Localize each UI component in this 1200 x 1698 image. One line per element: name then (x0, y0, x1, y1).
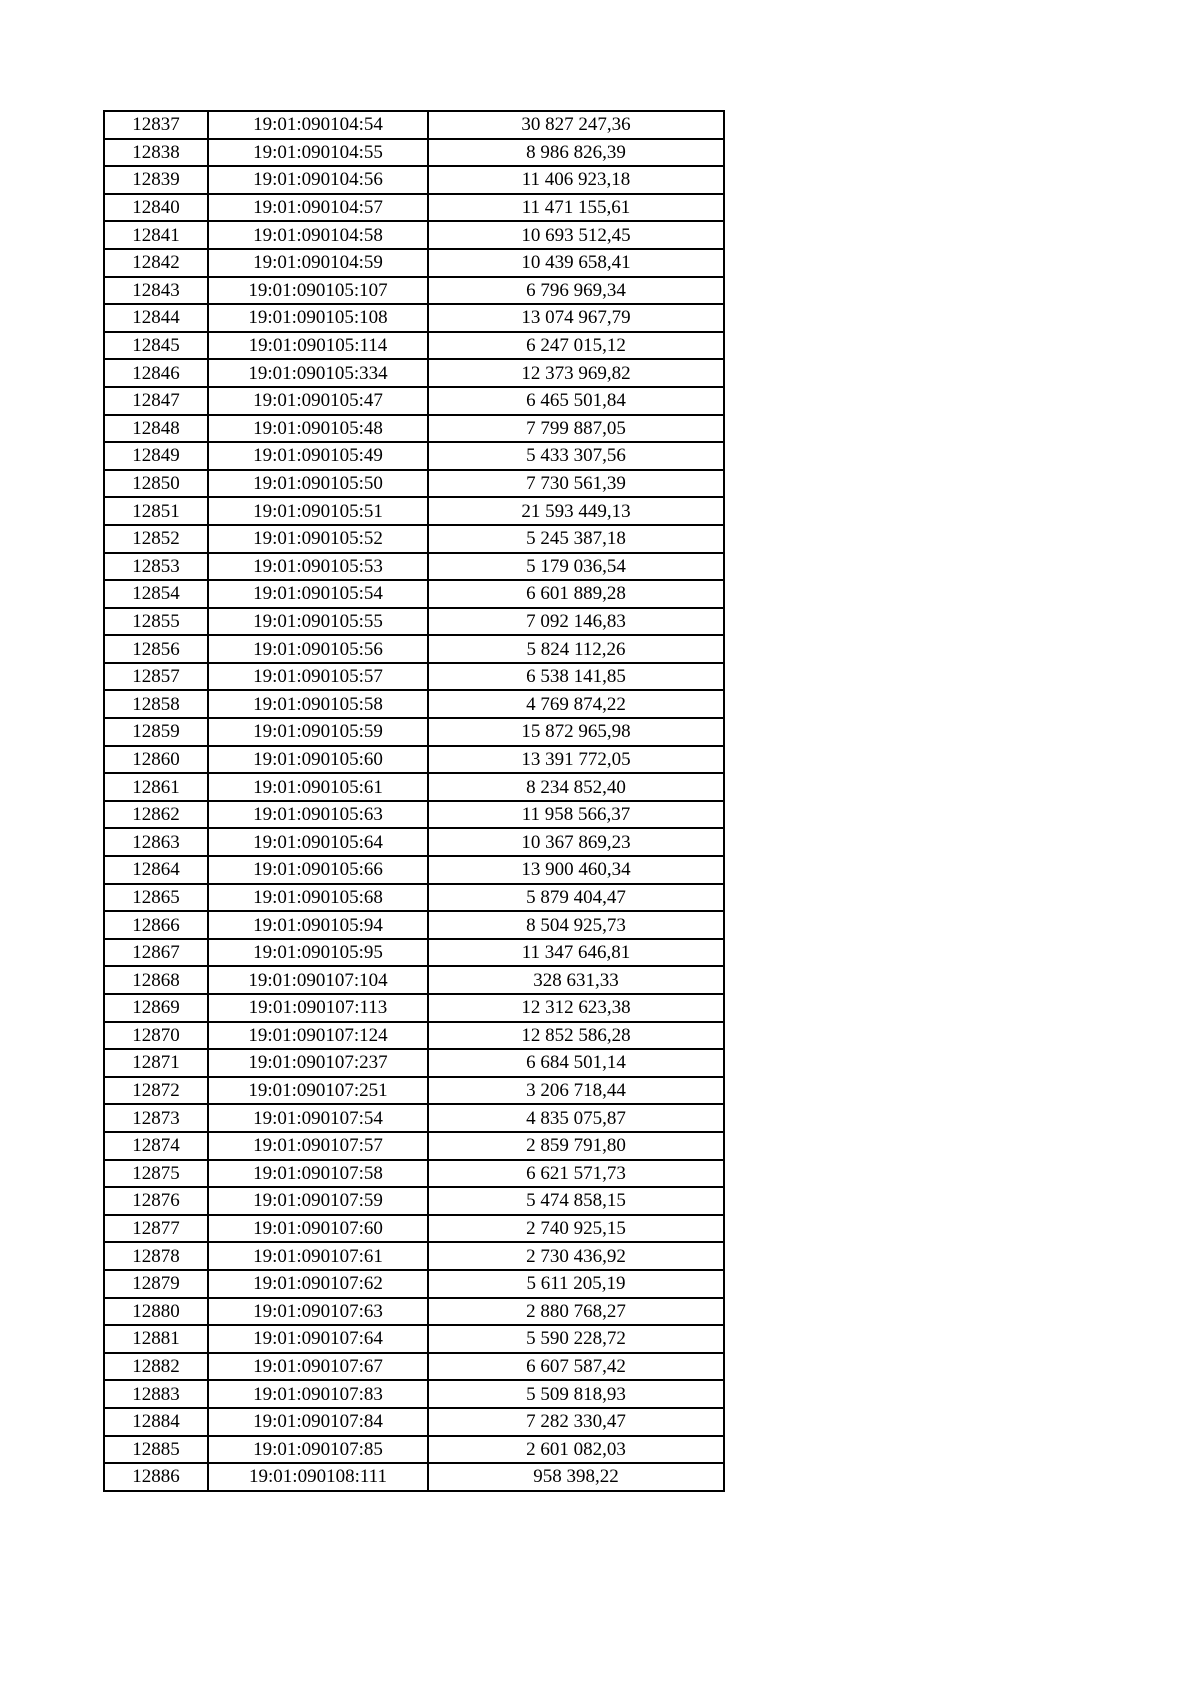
cadastral-number-cell: 19:01:090105:64 (208, 828, 428, 856)
cadastral-value-cell: 5 433 307,56 (428, 442, 724, 470)
cadastral-value-cell: 7 282 330,47 (428, 1408, 724, 1436)
row-number-cell: 12874 (104, 1132, 208, 1160)
cadastral-value-cell: 7 092 146,83 (428, 608, 724, 636)
cadastral-value-cell: 5 824 112,26 (428, 635, 724, 663)
cadastral-number-cell: 19:01:090105:49 (208, 442, 428, 470)
cadastral-number-cell: 19:01:090104:54 (208, 111, 428, 139)
cadastral-number-cell: 19:01:090107:84 (208, 1408, 428, 1436)
cadastral-value-cell: 8 234 852,40 (428, 773, 724, 801)
cadastral-number-cell: 19:01:090105:60 (208, 746, 428, 774)
row-number-cell: 12856 (104, 635, 208, 663)
cadastral-number-cell: 19:01:090107:59 (208, 1187, 428, 1215)
table-row (104, 1436, 724, 1464)
cadastral-number-cell: 19:01:090105:108 (208, 304, 428, 332)
row-number-cell: 12862 (104, 801, 208, 829)
cadastral-number-cell: 19:01:090107:251 (208, 1077, 428, 1105)
table-row (104, 332, 724, 360)
row-number-cell: 12870 (104, 1022, 208, 1050)
cadastral-number-cell: 19:01:090105:56 (208, 635, 428, 663)
cadastral-value-cell: 30 827 247,36 (428, 111, 724, 139)
table-row (104, 1104, 724, 1132)
table-row (104, 966, 724, 994)
cadastral-value-cell: 6 796 969,34 (428, 277, 724, 305)
row-number-cell: 12869 (104, 994, 208, 1022)
table-row (104, 111, 724, 139)
row-number-cell: 12841 (104, 221, 208, 249)
table-row (104, 608, 724, 636)
table-row (104, 249, 724, 277)
row-number-cell: 12854 (104, 580, 208, 608)
row-number-cell: 12865 (104, 884, 208, 912)
row-number-cell: 12845 (104, 332, 208, 360)
row-number-cell: 12849 (104, 442, 208, 470)
table-row (104, 194, 724, 222)
table-row (104, 718, 724, 746)
cadastral-value-cell: 11 406 923,18 (428, 166, 724, 194)
table-row (104, 1242, 724, 1270)
row-number-cell: 12876 (104, 1187, 208, 1215)
row-number-cell: 12877 (104, 1215, 208, 1243)
cadastral-number-cell: 19:01:090107:124 (208, 1022, 428, 1050)
table-row (104, 801, 724, 829)
table-row (104, 1380, 724, 1408)
table-row (104, 387, 724, 415)
cadastral-value-cell: 15 872 965,98 (428, 718, 724, 746)
cadastral-value-cell: 8 986 826,39 (428, 139, 724, 167)
table-row (104, 635, 724, 663)
cadastral-value-table (103, 110, 725, 1492)
row-number-cell: 12871 (104, 1049, 208, 1077)
cadastral-number-cell: 19:01:090107:237 (208, 1049, 428, 1077)
table-row (104, 1353, 724, 1381)
row-number-cell: 12886 (104, 1463, 208, 1491)
cadastral-value-cell: 6 465 501,84 (428, 387, 724, 415)
row-number-cell: 12885 (104, 1436, 208, 1464)
cadastral-value-cell: 958 398,22 (428, 1463, 724, 1491)
cadastral-number-cell: 19:01:090107:58 (208, 1160, 428, 1188)
table-body (104, 111, 724, 1491)
cadastral-value-cell: 5 590 228,72 (428, 1325, 724, 1353)
cadastral-value-cell: 11 347 646,81 (428, 939, 724, 967)
table-row (104, 221, 724, 249)
table-row (104, 1325, 724, 1353)
row-number-cell: 12873 (104, 1104, 208, 1132)
cadastral-number-cell: 19:01:090105:95 (208, 939, 428, 967)
cadastral-value-cell: 5 245 387,18 (428, 525, 724, 553)
row-number-cell: 12840 (104, 194, 208, 222)
table-row (104, 828, 724, 856)
cadastral-value-cell: 5 879 404,47 (428, 884, 724, 912)
table-row (104, 663, 724, 691)
cadastral-number-cell: 19:01:090105:59 (208, 718, 428, 746)
document-page (103, 110, 723, 1492)
cadastral-value-cell: 11 958 566,37 (428, 801, 724, 829)
table-row (104, 139, 724, 167)
cadastral-number-cell: 19:01:090104:57 (208, 194, 428, 222)
cadastral-number-cell: 19:01:090105:61 (208, 773, 428, 801)
row-number-cell: 12843 (104, 277, 208, 305)
row-number-cell: 12846 (104, 359, 208, 387)
cadastral-number-cell: 19:01:090105:51 (208, 497, 428, 525)
cadastral-number-cell: 19:01:090105:47 (208, 387, 428, 415)
table-row (104, 856, 724, 884)
cadastral-value-cell: 5 179 036,54 (428, 553, 724, 581)
table-row (104, 525, 724, 553)
row-number-cell: 12842 (104, 249, 208, 277)
row-number-cell: 12872 (104, 1077, 208, 1105)
table-row (104, 553, 724, 581)
cadastral-value-cell: 13 391 772,05 (428, 746, 724, 774)
row-number-cell: 12867 (104, 939, 208, 967)
cadastral-value-cell: 2 730 436,92 (428, 1242, 724, 1270)
row-number-cell: 12839 (104, 166, 208, 194)
cadastral-value-cell: 10 439 658,41 (428, 249, 724, 277)
cadastral-value-cell: 6 684 501,14 (428, 1049, 724, 1077)
cadastral-value-cell: 6 538 141,85 (428, 663, 724, 691)
table-row (104, 939, 724, 967)
cadastral-number-cell: 19:01:090105:58 (208, 690, 428, 718)
cadastral-value-cell: 5 611 205,19 (428, 1270, 724, 1298)
row-number-cell: 12881 (104, 1325, 208, 1353)
cadastral-value-cell: 5 474 858,15 (428, 1187, 724, 1215)
table-row (104, 911, 724, 939)
table-row (104, 359, 724, 387)
cadastral-value-cell: 12 312 623,38 (428, 994, 724, 1022)
cadastral-value-cell: 13 074 967,79 (428, 304, 724, 332)
table-row (104, 1132, 724, 1160)
cadastral-value-cell: 4 835 075,87 (428, 1104, 724, 1132)
row-number-cell: 12859 (104, 718, 208, 746)
cadastral-value-cell: 7 799 887,05 (428, 415, 724, 443)
cadastral-value-cell: 11 471 155,61 (428, 194, 724, 222)
row-number-cell: 12848 (104, 415, 208, 443)
cadastral-value-cell: 10 367 869,23 (428, 828, 724, 856)
cadastral-number-cell: 19:01:090107:60 (208, 1215, 428, 1243)
cadastral-value-cell: 6 607 587,42 (428, 1353, 724, 1381)
cadastral-value-cell: 12 373 969,82 (428, 359, 724, 387)
cadastral-number-cell: 19:01:090105:50 (208, 470, 428, 498)
cadastral-number-cell: 19:01:090107:104 (208, 966, 428, 994)
table-row (104, 1298, 724, 1326)
cadastral-number-cell: 19:01:090107:67 (208, 1353, 428, 1381)
cadastral-number-cell: 19:01:090104:55 (208, 139, 428, 167)
cadastral-value-cell: 5 509 818,93 (428, 1380, 724, 1408)
table-row (104, 1187, 724, 1215)
cadastral-value-cell: 328 631,33 (428, 966, 724, 994)
cadastral-value-cell: 6 601 889,28 (428, 580, 724, 608)
row-number-cell: 12847 (104, 387, 208, 415)
cadastral-number-cell: 19:01:090105:94 (208, 911, 428, 939)
row-number-cell: 12863 (104, 828, 208, 856)
row-number-cell: 12857 (104, 663, 208, 691)
cadastral-number-cell: 19:01:090108:111 (208, 1463, 428, 1491)
cadastral-value-cell: 21 593 449,13 (428, 497, 724, 525)
table-row (104, 497, 724, 525)
cadastral-value-cell: 7 730 561,39 (428, 470, 724, 498)
row-number-cell: 12853 (104, 553, 208, 581)
table-row (104, 690, 724, 718)
cadastral-number-cell: 19:01:090105:334 (208, 359, 428, 387)
row-number-cell: 12884 (104, 1408, 208, 1436)
table-row (104, 746, 724, 774)
table-row (104, 580, 724, 608)
cadastral-number-cell: 19:01:090105:53 (208, 553, 428, 581)
table-row (104, 470, 724, 498)
table-row (104, 1077, 724, 1105)
cadastral-value-cell: 6 621 571,73 (428, 1160, 724, 1188)
row-number-cell: 12860 (104, 746, 208, 774)
row-number-cell: 12855 (104, 608, 208, 636)
cadastral-value-cell: 4 769 874,22 (428, 690, 724, 718)
table-row (104, 1270, 724, 1298)
cadastral-number-cell: 19:01:090105:68 (208, 884, 428, 912)
row-number-cell: 12878 (104, 1242, 208, 1270)
row-number-cell: 12883 (104, 1380, 208, 1408)
cadastral-number-cell: 19:01:090107:54 (208, 1104, 428, 1132)
table-row (104, 1022, 724, 1050)
row-number-cell: 12864 (104, 856, 208, 884)
row-number-cell: 12879 (104, 1270, 208, 1298)
cadastral-value-cell: 12 852 586,28 (428, 1022, 724, 1050)
row-number-cell: 12880 (104, 1298, 208, 1326)
cadastral-number-cell: 19:01:090105:107 (208, 277, 428, 305)
cadastral-value-cell: 2 601 082,03 (428, 1436, 724, 1464)
cadastral-number-cell: 19:01:090104:56 (208, 166, 428, 194)
cadastral-number-cell: 19:01:090105:54 (208, 580, 428, 608)
cadastral-value-cell: 2 859 791,80 (428, 1132, 724, 1160)
cadastral-number-cell: 19:01:090105:57 (208, 663, 428, 691)
cadastral-value-cell: 3 206 718,44 (428, 1077, 724, 1105)
row-number-cell: 12868 (104, 966, 208, 994)
cadastral-number-cell: 19:01:090104:58 (208, 221, 428, 249)
table-row (104, 1049, 724, 1077)
cadastral-number-cell: 19:01:090105:114 (208, 332, 428, 360)
row-number-cell: 12851 (104, 497, 208, 525)
table-row (104, 166, 724, 194)
row-number-cell: 12850 (104, 470, 208, 498)
table-row (104, 277, 724, 305)
cadastral-value-cell: 6 247 015,12 (428, 332, 724, 360)
cadastral-number-cell: 19:01:090107:85 (208, 1436, 428, 1464)
cadastral-number-cell: 19:01:090105:48 (208, 415, 428, 443)
table-row (104, 1463, 724, 1491)
cadastral-number-cell: 19:01:090107:63 (208, 1298, 428, 1326)
cadastral-value-cell: 13 900 460,34 (428, 856, 724, 884)
row-number-cell: 12866 (104, 911, 208, 939)
table-row (104, 773, 724, 801)
cadastral-number-cell: 19:01:090105:52 (208, 525, 428, 553)
cadastral-value-cell: 10 693 512,45 (428, 221, 724, 249)
cadastral-value-cell: 8 504 925,73 (428, 911, 724, 939)
cadastral-number-cell: 19:01:090107:57 (208, 1132, 428, 1160)
cadastral-number-cell: 19:01:090107:62 (208, 1270, 428, 1298)
cadastral-number-cell: 19:01:090105:66 (208, 856, 428, 884)
cadastral-value-cell: 2 740 925,15 (428, 1215, 724, 1243)
table-row (104, 994, 724, 1022)
table-row (104, 415, 724, 443)
row-number-cell: 12852 (104, 525, 208, 553)
cadastral-value-cell: 2 880 768,27 (428, 1298, 724, 1326)
cadastral-number-cell: 19:01:090107:64 (208, 1325, 428, 1353)
row-number-cell: 12882 (104, 1353, 208, 1381)
row-number-cell: 12875 (104, 1160, 208, 1188)
table-row (104, 884, 724, 912)
row-number-cell: 12837 (104, 111, 208, 139)
cadastral-number-cell: 19:01:090105:63 (208, 801, 428, 829)
cadastral-number-cell: 19:01:090107:113 (208, 994, 428, 1022)
table-row (104, 442, 724, 470)
cadastral-number-cell: 19:01:090107:61 (208, 1242, 428, 1270)
cadastral-number-cell: 19:01:090107:83 (208, 1380, 428, 1408)
row-number-cell: 12861 (104, 773, 208, 801)
cadastral-number-cell: 19:01:090105:55 (208, 608, 428, 636)
table-row (104, 1215, 724, 1243)
row-number-cell: 12838 (104, 139, 208, 167)
table-row (104, 1408, 724, 1436)
cadastral-number-cell: 19:01:090104:59 (208, 249, 428, 277)
table-row (104, 1160, 724, 1188)
row-number-cell: 12858 (104, 690, 208, 718)
row-number-cell: 12844 (104, 304, 208, 332)
table-row (104, 304, 724, 332)
